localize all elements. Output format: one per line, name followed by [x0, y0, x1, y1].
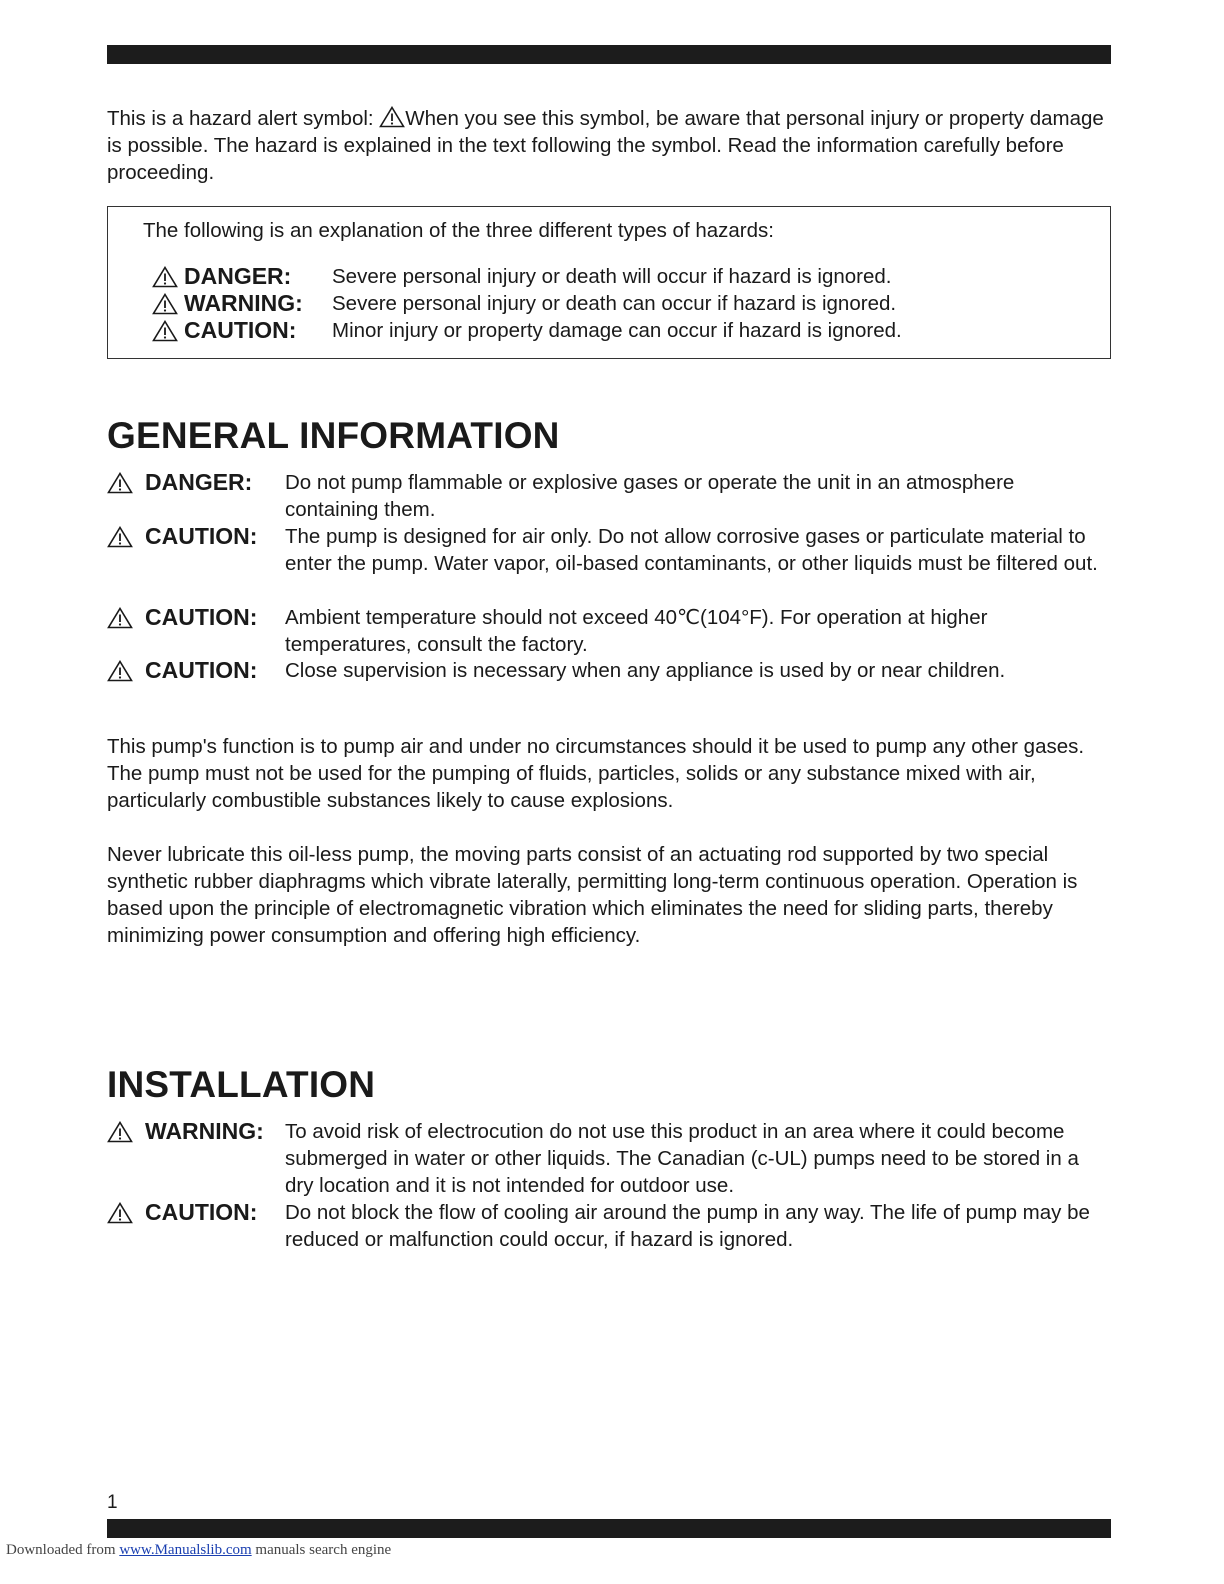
warning-label: WARNING: [145, 1118, 264, 1144]
warning-triangle-icon [107, 1202, 133, 1224]
footer-prefix: Downloaded from [6, 1542, 120, 1558]
hazard-description: Minor injury or property damage can occur if hazard is ignored. [332, 318, 902, 342]
installation-title: INSTALLATION [107, 1064, 376, 1105]
warning-label: CAUTION: [145, 657, 258, 683]
warning-label: DANGER: [145, 469, 253, 495]
warning-text: Close supervision is necessary when any appliance is used by or near children. [285, 659, 1006, 682]
hazard-box-intro: The following is an explanation of the three different types of hazards: [143, 219, 774, 242]
warning-label: CAUTION: [145, 1199, 258, 1225]
download-footer [6, 1542, 391, 1559]
warning-triangle-icon [107, 660, 133, 682]
hazard-description: Severe personal injury or death will occur if hazard is ignored. [332, 264, 892, 288]
warning-text: To avoid risk of electrocution do not use this product in an area where it could become submerged in water or other liquids. The Canadian (c-UL) pumps need to be stored in a dry location and it is not intended for outdoor use. [285, 1120, 1079, 1197]
hazard-definition-warning [152, 290, 896, 317]
hazard-definition-danger [152, 263, 891, 290]
warning-text: Do not pump flammable or explosive gases or operate the unit in an atmosphere containing them. [285, 471, 1015, 521]
manualslib-link[interactable]: www.Manualslib.com [119, 1542, 252, 1558]
warning-triangle-icon [152, 293, 178, 315]
warning-text: Ambient temperature should not exceed 40℃(104°F). For operation at higher temperatures, consult the factory. [285, 606, 988, 656]
warning-text: The pump is designed for air only. Do not allow corrosive gases or particulate material to enter the pump. Water vapor, oil-based contaminants, or other liquids must be filtered out. [285, 525, 1098, 575]
top-rule [107, 45, 1111, 64]
page-number: 1 [107, 1492, 118, 1513]
general-information-title: GENERAL INFORMATION [107, 415, 560, 456]
intro-before-symbol: This is a hazard alert symbol: [107, 107, 380, 130]
warning-text: Do not block the flow of cooling air around the pump in any way. The life of pump may be reduced or malfunction could occur, if hazard is ignored. [285, 1201, 1090, 1251]
warning-label: CAUTION: [145, 604, 258, 630]
footer-suffix: manuals search engine [251, 1542, 392, 1558]
warning-triangle-icon [152, 320, 178, 342]
warning-label: CAUTION: [145, 523, 258, 549]
warning-triangle-icon [107, 607, 133, 629]
hazard-description: Severe personal injury or death can occur if hazard is ignored. [332, 291, 897, 315]
warning-triangle-icon [379, 106, 405, 128]
hazard-label: DANGER: [184, 263, 292, 289]
warning-triangle-icon [152, 266, 178, 288]
intro-paragraph [107, 105, 1111, 186]
hazard-definitions-box [107, 206, 1111, 359]
warning-triangle-icon [107, 472, 133, 494]
hazard-definition-caution [152, 317, 902, 344]
warning-triangle-icon [107, 1121, 133, 1143]
intro-after-symbol: When you see this symbol, be aware that personal injury or property damage is possible. The hazard is explained in the text following the symbol. Read the information carefully before proceeding. [107, 107, 1104, 184]
hazard-label: CAUTION: [184, 317, 297, 343]
pump-function-paragraph: This pump's function is to pump air and under no circumstances should it be used to pump any other gases. The pump must not be used for the pumping of fluids, particles, solids or any substance mixed with air, particularly combustible substances likely to cause explosions. [107, 735, 1085, 812]
warning-triangle-icon [107, 526, 133, 548]
lubrication-paragraph: Never lubricate this oil-less pump, the moving parts consist of an actuating rod supported by two special synthetic rubber diaphragms which vibrate laterally, permitting long-term continuous operation. Operation is based upon the principle of electromagnetic vibration which eliminates the need for sliding parts, thereby minimizing power consumption and offering high efficiency. [107, 843, 1078, 947]
hazard-label: WARNING: [184, 290, 303, 316]
bottom-rule [107, 1519, 1111, 1538]
